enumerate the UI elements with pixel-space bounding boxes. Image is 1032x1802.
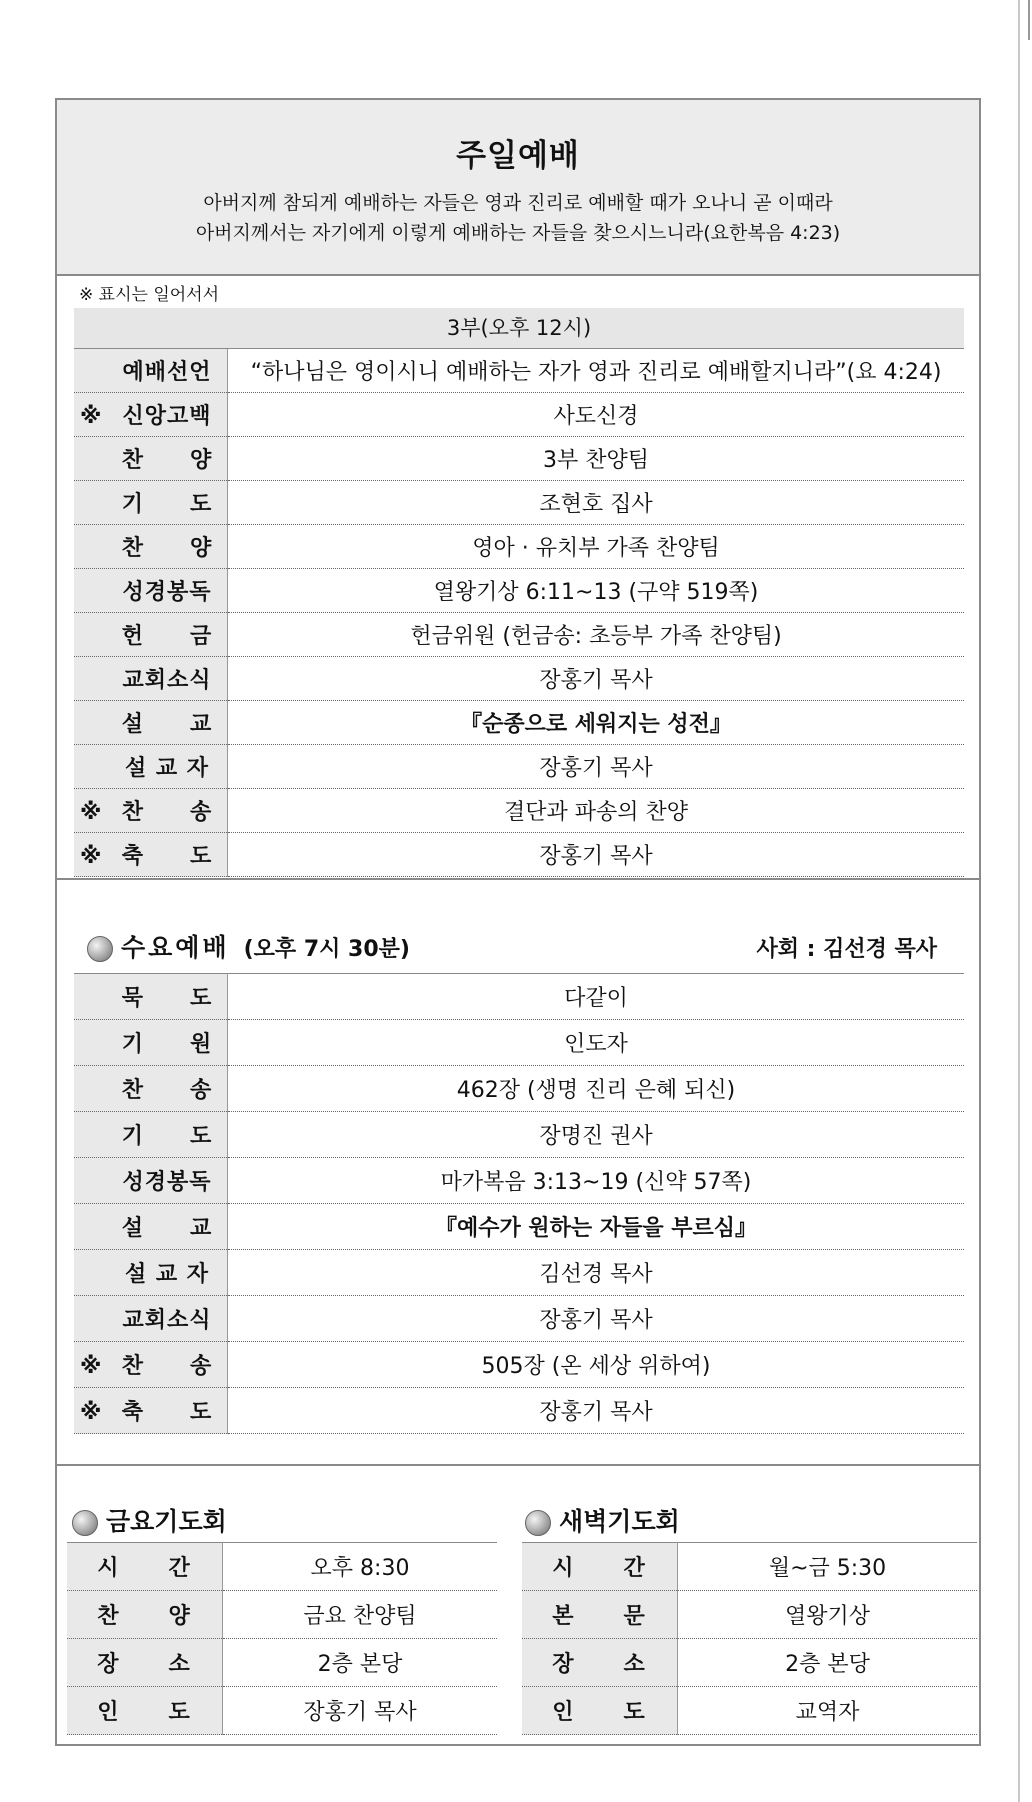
row-label xyxy=(74,789,228,833)
dawn-heading xyxy=(525,1502,680,1538)
row-value: 장명진 권사 xyxy=(228,1112,965,1158)
row-label xyxy=(74,1296,228,1342)
row-value: 3부 찬양팀 xyxy=(228,437,965,481)
row-label-text: 교회소식 xyxy=(122,1308,212,1333)
sunday-schedule-table xyxy=(74,349,964,877)
stand-mark: ※ xyxy=(80,800,102,825)
section-divider xyxy=(57,1464,979,1466)
row-label xyxy=(74,1388,228,1434)
bullet-icon xyxy=(525,1510,551,1536)
table-row xyxy=(522,1543,977,1591)
row-label: 본 문 xyxy=(522,1591,678,1639)
row-label-text: 신앙고백 xyxy=(122,404,212,429)
row-label xyxy=(74,1020,228,1066)
row-label-text: 찬 송 xyxy=(121,1354,213,1379)
row-label xyxy=(74,974,228,1020)
wednesday-schedule-table xyxy=(74,973,964,1434)
wednesday-host: 사회 : 김선경 목사 xyxy=(756,937,937,962)
page-edge-line xyxy=(1018,0,1020,1802)
table-row xyxy=(67,1591,497,1639)
stand-mark: ※ xyxy=(80,844,102,869)
row-label-text: 설 교 자 xyxy=(124,756,210,781)
table-row xyxy=(74,701,964,745)
row-label xyxy=(74,349,228,393)
row-value: 열왕기상 6:11~13 (구약 519쪽) xyxy=(228,569,965,613)
row-label-text: 축 도 xyxy=(121,1400,213,1425)
table-row xyxy=(74,833,964,877)
row-label-text: 기 도 xyxy=(121,1124,213,1149)
row-value: 열왕기상 xyxy=(678,1591,978,1639)
row-label xyxy=(74,657,228,701)
table-row xyxy=(74,789,964,833)
row-label xyxy=(74,613,228,657)
table-row xyxy=(67,1687,497,1735)
row-label-text: 찬 양 xyxy=(121,536,213,561)
wednesday-heading xyxy=(87,928,957,964)
row-label xyxy=(74,437,228,481)
table-row xyxy=(74,613,964,657)
row-value: 다같이 xyxy=(228,974,965,1020)
dawn-table xyxy=(522,1542,977,1735)
standing-note: ※ 표시는 일어서서 xyxy=(79,285,220,305)
table-row xyxy=(522,1639,977,1687)
row-label-text: 헌 금 xyxy=(121,624,213,649)
row-value: 505장 (온 세상 위하여) xyxy=(228,1342,965,1388)
bulletin-frame xyxy=(55,98,981,1746)
table-row xyxy=(74,657,964,701)
row-label-text: 교회소식 xyxy=(122,668,212,693)
row-value: 장홍기 목사 xyxy=(228,833,965,877)
row-value: 월~금 5:30 xyxy=(678,1543,978,1591)
row-label-text: 설 교 xyxy=(121,712,213,737)
verse-line-1: 아버지께 참되게 예배하는 자들은 영과 진리로 예배할 때가 오나니 곧 이때라 xyxy=(203,192,833,214)
table-row xyxy=(67,1543,497,1591)
stand-mark: ※ xyxy=(80,404,102,429)
section-divider xyxy=(57,878,979,880)
friday-heading xyxy=(72,1502,227,1538)
table-row xyxy=(74,974,964,1020)
row-label-text: 묵 도 xyxy=(121,986,213,1011)
row-label: 인 도 xyxy=(67,1687,223,1735)
row-label xyxy=(74,1204,228,1250)
row-label: 인 도 xyxy=(522,1687,678,1735)
row-value: 장홍기 목사 xyxy=(228,745,965,789)
table-row xyxy=(74,1112,964,1158)
row-label: 시 간 xyxy=(67,1543,223,1591)
row-label-text: 찬 양 xyxy=(121,448,213,473)
friday-title: 금요기도회 xyxy=(106,1507,227,1536)
table-row xyxy=(74,1342,964,1388)
row-label: 장 소 xyxy=(522,1639,678,1687)
sunday-title: 주일예배 xyxy=(456,138,580,174)
row-value: 『예수가 원하는 자들을 부르심』 xyxy=(228,1204,965,1250)
row-value: “하나님은 영이시니 예배하는 자가 영과 진리로 예배할지니라”(요 4:24) xyxy=(228,349,965,393)
row-value: 장홍기 목사 xyxy=(228,1296,965,1342)
table-row xyxy=(74,1388,964,1434)
row-label-text: 기 원 xyxy=(121,1032,213,1057)
table-row xyxy=(74,393,964,437)
row-value: 『순종으로 세워지는 성전』 xyxy=(228,701,965,745)
row-value: 462장 (생명 진리 은혜 되신) xyxy=(228,1066,965,1112)
row-label xyxy=(74,1112,228,1158)
row-value: 김선경 목사 xyxy=(228,1250,965,1296)
wednesday-title: 수요예배 xyxy=(121,933,230,962)
row-label xyxy=(74,833,228,877)
table-row xyxy=(74,437,964,481)
row-label: 시 간 xyxy=(522,1543,678,1591)
stand-mark: ※ xyxy=(80,1400,102,1425)
row-value: 사도신경 xyxy=(228,393,965,437)
row-value: 헌금위원 (헌금송: 초등부 가족 찬양팀) xyxy=(228,613,965,657)
row-label xyxy=(74,569,228,613)
row-label xyxy=(74,701,228,745)
table-row xyxy=(522,1591,977,1639)
row-value: 영아 · 유치부 가족 찬양팀 xyxy=(228,525,965,569)
table-row xyxy=(74,1066,964,1112)
row-value: 금요 찬양팀 xyxy=(223,1591,498,1639)
dawn-title: 새벽기도회 xyxy=(559,1507,680,1536)
row-label xyxy=(74,1158,228,1204)
row-value: 오후 8:30 xyxy=(223,1543,498,1591)
table-row xyxy=(74,569,964,613)
table-row xyxy=(67,1639,497,1687)
bullet-icon xyxy=(72,1510,98,1536)
table-row xyxy=(74,525,964,569)
row-value: 결단과 파송의 찬양 xyxy=(228,789,965,833)
table-row xyxy=(74,1250,964,1296)
service-heading: 3부(오후 12시) xyxy=(74,308,964,349)
row-value: 2층 본당 xyxy=(223,1639,498,1687)
table-row xyxy=(74,1020,964,1066)
row-label-text: 예배선언 xyxy=(122,360,212,385)
row-label-text: 기 도 xyxy=(121,492,213,517)
row-value: 조현호 집사 xyxy=(228,481,965,525)
stand-mark: ※ xyxy=(80,1354,102,1379)
row-value: 장홍기 목사 xyxy=(223,1687,498,1735)
table-row xyxy=(74,1158,964,1204)
row-label xyxy=(74,1342,228,1388)
row-value: 인도자 xyxy=(228,1020,965,1066)
friday-table xyxy=(67,1542,497,1735)
row-label-text: 설 교 자 xyxy=(124,1262,210,1287)
row-label xyxy=(74,525,228,569)
row-value: 장홍기 목사 xyxy=(228,657,965,701)
row-label xyxy=(74,745,228,789)
row-value: 마가복음 3:13~19 (신약 57쪽) xyxy=(228,1158,965,1204)
row-label-text: 찬 송 xyxy=(121,800,213,825)
row-label-text: 찬 송 xyxy=(121,1078,213,1103)
row-value: 교역자 xyxy=(678,1687,978,1735)
row-label xyxy=(74,393,228,437)
sunday-header xyxy=(57,100,979,276)
table-row xyxy=(74,745,964,789)
row-label: 장 소 xyxy=(67,1639,223,1687)
row-label: 찬 양 xyxy=(67,1591,223,1639)
row-value: 장홍기 목사 xyxy=(228,1388,965,1434)
row-label-text: 설 교 xyxy=(121,1216,213,1241)
row-label xyxy=(74,1066,228,1112)
row-label-text: 축 도 xyxy=(121,844,213,869)
wednesday-time: (오후 7시 30분) xyxy=(243,937,410,962)
table-row xyxy=(74,349,964,393)
row-label-text: 성경봉독 xyxy=(122,580,212,605)
row-label xyxy=(74,1250,228,1296)
verse-line-2: 아버지께서는 자기에게 이렇게 예배하는 자들을 찾으시느니라(요한복음 4:23) xyxy=(195,222,841,244)
table-row xyxy=(74,1296,964,1342)
row-value: 2층 본당 xyxy=(678,1639,978,1687)
bullet-icon xyxy=(87,936,113,962)
row-label xyxy=(74,481,228,525)
table-row xyxy=(74,481,964,525)
table-row xyxy=(74,1204,964,1250)
table-row xyxy=(522,1687,977,1735)
row-label-text: 성경봉독 xyxy=(122,1170,212,1195)
page-edge-mark xyxy=(1028,0,1030,40)
